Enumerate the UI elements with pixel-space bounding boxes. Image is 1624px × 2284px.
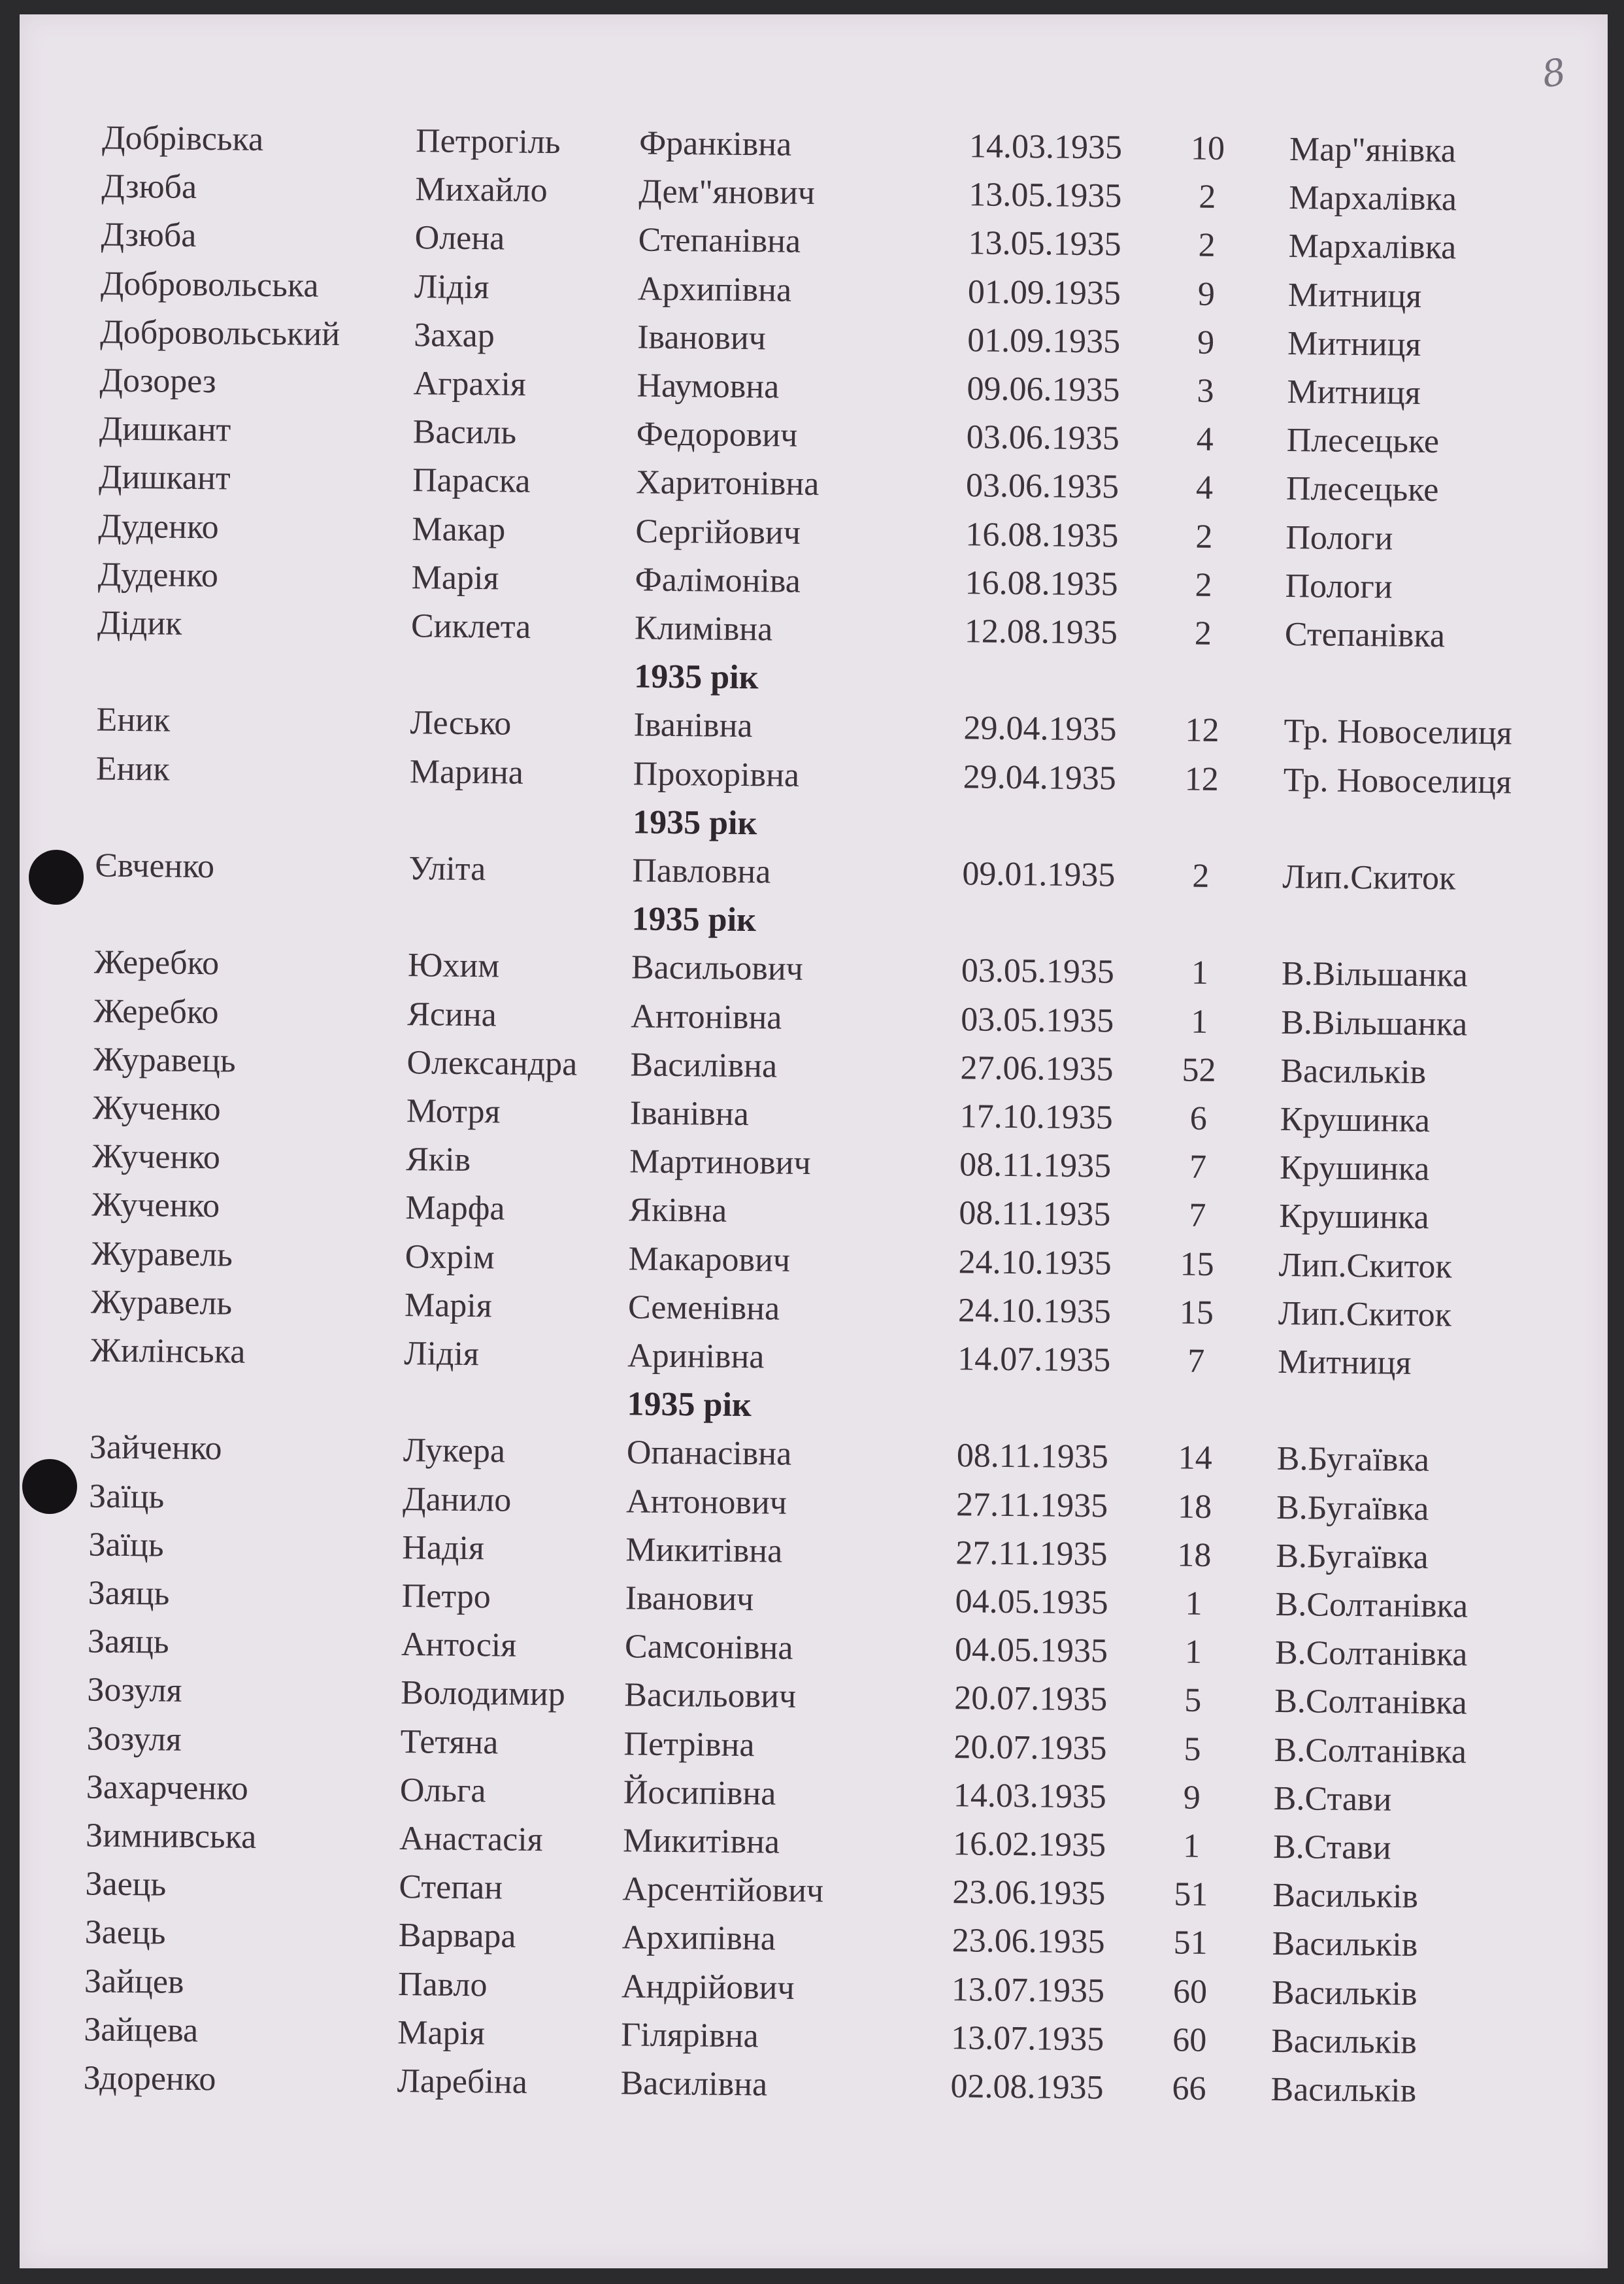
date-cell: 01.09.1935	[967, 273, 1121, 312]
number-cell: 51	[1173, 1924, 1208, 1962]
date-cell: 16.02.1935	[952, 1825, 1106, 1864]
patronymic-cell: Іванівна	[629, 1094, 750, 1134]
number-cell: 2	[1192, 857, 1210, 895]
first-name-cell: Антосія	[401, 1626, 517, 1664]
surname-cell: Дозорез	[99, 361, 216, 401]
date-cell: 16.08.1935	[965, 515, 1119, 555]
first-name-cell: Макар	[412, 510, 506, 549]
surname-cell: Дишкант	[99, 410, 231, 449]
first-name-cell: Захар	[413, 316, 495, 355]
surname-cell: Добровольська	[100, 265, 319, 305]
village-cell: Лип.Скиток	[1282, 858, 1456, 898]
first-name-cell: Володимир	[401, 1674, 566, 1713]
number-cell: 2	[1198, 227, 1216, 265]
number-cell: 18	[1177, 1536, 1212, 1574]
village-cell: Лип.Скиток	[1278, 1294, 1452, 1334]
number-cell: 52	[1182, 1051, 1216, 1089]
village-cell: Тр. Новоселиця	[1283, 761, 1512, 801]
number-cell: 6	[1189, 1100, 1208, 1137]
number-cell: 3	[1197, 372, 1214, 410]
date-cell: 09.06.1935	[967, 370, 1120, 409]
surname-cell: Заець	[84, 1913, 166, 1953]
date-cell: 08.11.1935	[956, 1437, 1109, 1476]
surname-cell: Еник	[96, 701, 171, 739]
patronymic-cell: Франківна	[638, 124, 792, 163]
date-cell: 03.05.1935	[961, 952, 1115, 991]
section-year-header: 1935 рік	[632, 803, 757, 843]
patronymic-cell: Арсентійович	[622, 1870, 824, 1910]
date-cell: 08.11.1935	[959, 1146, 1112, 1185]
surname-cell: Добрівська	[101, 119, 264, 158]
surname-cell: Зайцева	[84, 2011, 199, 2049]
number-cell: 1	[1191, 954, 1209, 992]
patronymic-cell: Микитівна	[622, 1822, 780, 1861]
patronymic-cell: Наумовна	[637, 367, 780, 406]
surname-cell: Заяць	[87, 1622, 169, 1661]
patronymic-cell: Яківна	[629, 1191, 727, 1230]
village-cell: В.Солтанівка	[1274, 1683, 1467, 1722]
date-cell: 03.06.1935	[965, 467, 1119, 506]
village-cell: В.Солтанівка	[1274, 1731, 1467, 1771]
patronymic-cell: Аринівна	[627, 1337, 765, 1376]
village-cell: Митниця	[1277, 1343, 1412, 1382]
village-cell: Тр. Новоселиця	[1284, 713, 1512, 752]
date-cell: 27.06.1935	[960, 1049, 1114, 1088]
first-name-cell: Яків	[405, 1141, 471, 1179]
date-cell: 09.01.1935	[962, 855, 1116, 894]
surname-cell: Добровольський	[100, 313, 340, 353]
date-cell: 01.09.1935	[967, 322, 1121, 361]
surname-cell: Зайцев	[84, 1962, 184, 2001]
village-cell: Васильків	[1272, 1877, 1419, 1916]
surname-cell: Зимнивська	[85, 1817, 257, 1856]
village-cell: Васильків	[1270, 2022, 1417, 2061]
date-cell: 27.11.1935	[955, 1485, 1108, 1525]
village-cell: В.Стави	[1273, 1779, 1392, 1819]
first-name-cell: Параска	[412, 462, 531, 501]
date-cell: 29.04.1935	[963, 709, 1117, 748]
patronymic-cell: Іванович	[625, 1579, 754, 1619]
number-cell: 2	[1199, 178, 1216, 216]
date-cell: 14.07.1935	[957, 1340, 1111, 1379]
number-cell: 2	[1195, 518, 1213, 556]
village-cell: В.Солтанівка	[1274, 1634, 1468, 1673]
section-year-header: 1935 рік	[631, 900, 757, 939]
village-cell: Митниця	[1287, 324, 1421, 363]
date-cell: 08.11.1935	[959, 1194, 1111, 1234]
village-cell: Мархалівка	[1289, 179, 1457, 218]
number-cell: 14	[1178, 1439, 1213, 1477]
village-cell: В.Стави	[1272, 1828, 1391, 1867]
surname-cell: Заяць	[88, 1574, 170, 1613]
village-cell: Пологи	[1285, 518, 1393, 558]
date-cell: 27.11.1935	[955, 1534, 1108, 1573]
date-cell: 04.05.1935	[955, 1583, 1108, 1622]
patronymic-cell: Федорович	[636, 415, 798, 454]
number-cell: 12	[1185, 711, 1219, 750]
first-name-cell: Лідія	[404, 1335, 480, 1373]
date-cell: 14.03.1935	[953, 1776, 1107, 1816]
patronymic-cell: Семенівна	[627, 1288, 780, 1328]
date-cell: 13.05.1935	[968, 224, 1121, 263]
number-cell: 4	[1195, 469, 1214, 507]
village-cell: Митниця	[1287, 373, 1421, 412]
surname-cell: Жученко	[91, 1137, 221, 1177]
number-cell: 5	[1184, 1730, 1201, 1768]
date-cell: 13.05.1935	[969, 176, 1122, 215]
number-cell: 15	[1179, 1294, 1214, 1332]
patronymic-cell: Прохорівна	[633, 754, 800, 794]
surname-cell: Дідик	[97, 604, 182, 643]
first-name-cell: Лесько	[410, 704, 512, 743]
surname-cell: Жилінська	[90, 1332, 246, 1371]
first-name-cell: Марія	[397, 2013, 486, 2053]
surname-cell: Дуденко	[97, 556, 219, 595]
patronymic-cell: Павловна	[632, 852, 771, 891]
first-name-cell: Петро	[401, 1577, 491, 1616]
surname-cell: Жученко	[91, 1186, 220, 1225]
patronymic-cell: Степанівна	[638, 221, 801, 261]
patronymic-cell: Макарович	[628, 1239, 791, 1279]
surname-cell: Заець	[85, 1865, 167, 1904]
surname-cell: Еник	[95, 750, 170, 788]
number-cell: 10	[1190, 129, 1225, 168]
surname-cell: Жеребко	[93, 992, 219, 1031]
village-cell: В.Бугаївка	[1276, 1488, 1429, 1528]
first-name-cell: Марина	[409, 752, 524, 792]
surname-cell: Дуденко	[98, 507, 219, 546]
first-name-cell: Сиклета	[410, 607, 531, 646]
village-cell: Пологи	[1285, 567, 1393, 606]
number-cell: 2	[1194, 614, 1212, 652]
number-cell: 60	[1172, 1973, 1208, 2011]
patronymic-cell: Дем"янович	[638, 173, 816, 212]
patronymic-cell: Антонович	[625, 1482, 787, 1522]
surname-cell: Жученко	[92, 1089, 221, 1128]
first-name-cell: Варвара	[398, 1917, 516, 1956]
number-cell: 18	[1177, 1488, 1212, 1526]
date-cell: 20.07.1935	[954, 1679, 1108, 1719]
date-cell: 23.06.1935	[952, 1873, 1106, 1913]
date-cell: 03.06.1935	[966, 418, 1120, 458]
village-cell: Мар"янівка	[1289, 130, 1457, 170]
surname-cell: Зозуля	[86, 1720, 182, 1758]
page-number: 8	[1538, 50, 1570, 97]
surname-cell: Зайченко	[89, 1428, 222, 1468]
surname-cell: Заїць	[88, 1477, 165, 1516]
surname-cell: Зозуля	[87, 1671, 182, 1710]
table-row	[11, 841, 1600, 904]
number-cell: 5	[1184, 1681, 1202, 1720]
number-cell: 1	[1182, 1827, 1201, 1865]
surname-cell: Дзюба	[101, 167, 197, 207]
first-name-cell: Данило	[402, 1480, 512, 1519]
village-cell: В.Вільшанка	[1280, 1003, 1468, 1043]
date-cell: 14.03.1935	[969, 127, 1123, 167]
first-name-cell: Юхим	[407, 947, 500, 985]
village-cell: Крушинка	[1280, 1100, 1431, 1140]
village-cell: В.Вільшанка	[1281, 955, 1468, 995]
first-name-cell: Олександра	[406, 1043, 578, 1083]
surname-cell: Журавець	[93, 1041, 236, 1080]
first-name-cell: Тетяна	[400, 1722, 499, 1762]
date-cell: 24.10.1935	[958, 1243, 1112, 1283]
village-cell: Плесецьке	[1285, 470, 1439, 509]
first-name-cell: Мотря	[406, 1092, 501, 1131]
patronymic-cell: Василівна	[630, 1046, 778, 1085]
first-name-cell: Лукера	[403, 1432, 506, 1470]
number-cell: 9	[1197, 324, 1215, 361]
patronymic-cell: Самсонівна	[624, 1628, 793, 1667]
number-cell: 1	[1185, 1585, 1202, 1622]
patronymic-cell: Архипівна	[637, 270, 792, 309]
village-cell: Степанівка	[1284, 615, 1446, 655]
village-cell: Крушинка	[1279, 1149, 1430, 1188]
surname-cell: Захарченко	[86, 1768, 249, 1807]
patronymic-cell: Харитонівна	[635, 463, 820, 503]
date-cell: 02.08.1935	[950, 2068, 1104, 2107]
first-name-cell: Петрогіль	[415, 122, 561, 161]
first-name-cell: Ольга	[399, 1771, 486, 1810]
patronymic-cell: Опанасівна	[626, 1434, 792, 1473]
first-name-cell: Олена	[414, 219, 505, 258]
first-name-cell: Михайло	[415, 171, 548, 210]
patronymic-cell: Антонівна	[631, 997, 782, 1037]
number-cell: 51	[1174, 1875, 1208, 1914]
patronymic-cell: Йосипівна	[623, 1773, 776, 1813]
number-cell: 66	[1172, 2070, 1206, 2108]
surname-cell: Євченко	[95, 847, 215, 886]
village-cell: Васильків	[1280, 1052, 1427, 1091]
section-year-header: 1935 рік	[627, 1385, 752, 1424]
surname-cell: Журавель	[91, 1235, 233, 1274]
patronymic-cell: Микитівна	[625, 1531, 783, 1570]
number-cell: 7	[1189, 1196, 1206, 1235]
date-cell: 13.07.1935	[951, 1970, 1105, 2010]
village-cell: В.Бугаївка	[1276, 1537, 1429, 1576]
village-cell: В.Бугаївка	[1276, 1440, 1430, 1479]
patronymic-cell: Іванівна	[633, 706, 753, 745]
patronymic-cell: Петрівна	[623, 1724, 755, 1764]
section-year-header: 1935 рік	[633, 658, 759, 697]
date-cell: 17.10.1935	[959, 1098, 1114, 1137]
village-cell: Крушинка	[1279, 1198, 1429, 1237]
village-cell: Лип.Скиток	[1278, 1246, 1452, 1286]
date-cell: 16.08.1935	[965, 564, 1118, 603]
patronymic-cell: Васильович	[631, 949, 804, 988]
first-name-cell: Ясина	[407, 995, 497, 1034]
first-name-cell: Павло	[397, 1965, 488, 2004]
surname-cell: Дзюба	[101, 216, 197, 255]
number-cell: 4	[1196, 420, 1214, 459]
village-cell: Митниця	[1287, 276, 1422, 315]
village-cell: Плесецьке	[1286, 422, 1440, 461]
number-cell: 15	[1180, 1245, 1214, 1283]
first-name-cell: Надія	[402, 1528, 485, 1568]
first-name-cell: Василь	[412, 413, 517, 452]
number-cell: 9	[1183, 1779, 1201, 1817]
patronymic-cell: Василівна	[620, 2064, 768, 2104]
village-cell: Мархалівка	[1288, 227, 1457, 267]
village-cell: Васильків	[1271, 1973, 1417, 2013]
number-cell: 1	[1184, 1633, 1202, 1671]
surname-cell: Дишкант	[98, 458, 231, 497]
patronymic-cell: Фалімоніва	[635, 561, 801, 600]
document-page	[20, 14, 1608, 2268]
date-cell: 04.05.1935	[954, 1631, 1108, 1670]
first-name-cell: Охрім	[405, 1237, 495, 1276]
first-name-cell: Лідія	[414, 267, 489, 306]
first-name-cell: Марфа	[405, 1189, 505, 1228]
first-name-cell: Степан	[399, 1868, 503, 1907]
village-cell: Васильків	[1272, 1925, 1418, 1964]
patronymic-cell: Мартинович	[629, 1143, 811, 1183]
first-name-cell: Аграхія	[413, 365, 527, 403]
surname-cell: Здоренко	[83, 2059, 216, 2098]
number-cell: 9	[1197, 275, 1216, 313]
number-cell: 12	[1184, 760, 1219, 798]
patronymic-cell: Климівна	[634, 609, 773, 648]
village-cell: В.Солтанівка	[1275, 1585, 1468, 1625]
records-table	[0, 7, 1608, 2276]
surname-cell: Жеребко	[93, 943, 220, 982]
date-cell: 29.04.1935	[963, 758, 1117, 798]
first-name-cell: Ларебіна	[397, 2062, 528, 2101]
date-cell: 12.08.1935	[964, 613, 1118, 652]
date-cell: 13.07.1935	[951, 2019, 1104, 2058]
surname-cell: Заїць	[88, 1526, 164, 1564]
number-cell: 1	[1190, 1003, 1208, 1041]
date-cell: 20.07.1935	[953, 1728, 1107, 1768]
first-name-cell: Марія	[411, 558, 499, 597]
patronymic-cell: Андрійович	[621, 1967, 795, 2007]
patronymic-cell: Архипівна	[621, 1919, 776, 1958]
date-cell: 23.06.1935	[952, 1922, 1105, 1961]
number-cell: 7	[1189, 1148, 1207, 1186]
first-name-cell: Анастасія	[399, 1820, 543, 1859]
patronymic-cell: Васильович	[624, 1676, 797, 1716]
number-cell: 7	[1187, 1342, 1205, 1380]
number-cell: 60	[1172, 2021, 1207, 2059]
patronymic-cell: Гілярівна	[621, 2016, 759, 2055]
patronymic-cell: Іванович	[637, 318, 767, 358]
surname-cell: Журавель	[90, 1283, 233, 1322]
patronymic-cell: Сергійович	[635, 512, 801, 552]
first-name-cell: Уліта	[408, 850, 486, 888]
number-cell: 2	[1195, 566, 1212, 604]
first-name-cell: Марія	[404, 1286, 492, 1325]
date-cell: 03.05.1935	[960, 1000, 1114, 1040]
date-cell: 24.10.1935	[957, 1292, 1112, 1331]
village-cell: Васильків	[1270, 2070, 1417, 2109]
